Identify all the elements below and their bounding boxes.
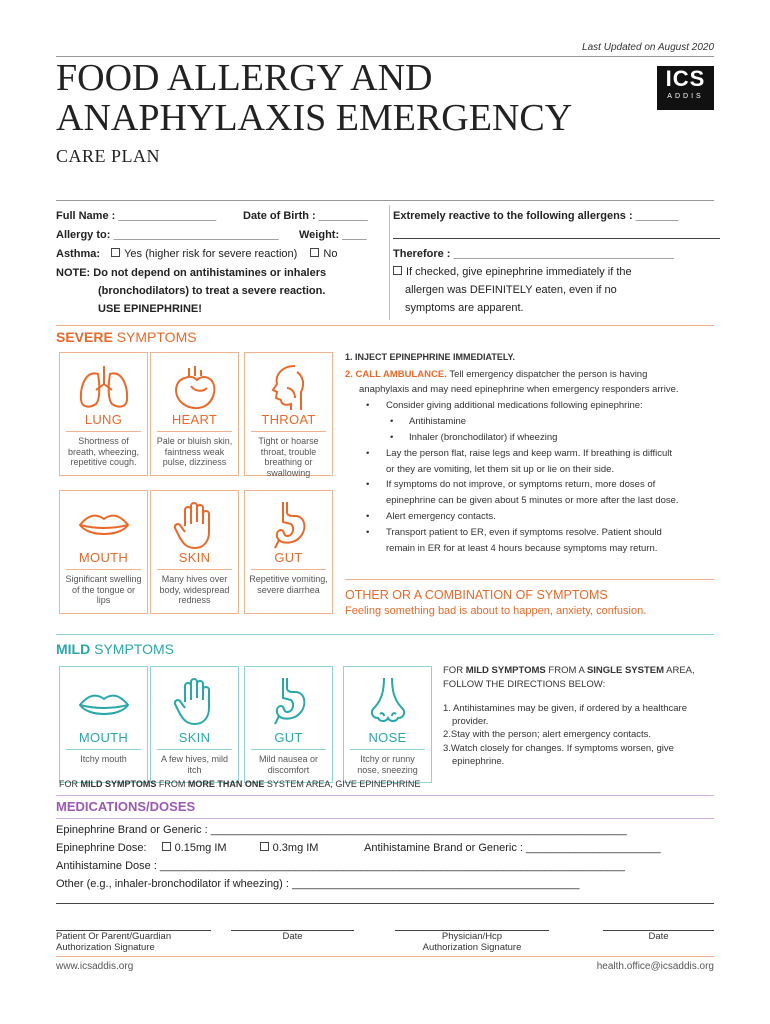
bullet-not-improve	[386, 479, 679, 507]
bullet-dot: •	[366, 527, 370, 538]
reactive-allergens-line	[393, 238, 720, 239]
bullet-dot: •	[366, 448, 370, 459]
dose-03-label: 0.3mg IM	[272, 842, 319, 854]
date-label-1: Date	[282, 931, 303, 942]
stomach-icon	[245, 497, 332, 553]
heart-icon	[151, 359, 238, 415]
mild-card-gut	[244, 666, 333, 783]
bullet-transport-1: Transport patient to ER, even if symptoms resolve. Patient should	[386, 527, 662, 538]
mild-intro-c: FROM A	[545, 665, 587, 676]
bullet-antihistamine: Antihistamine	[409, 416, 467, 427]
card-separator	[66, 569, 141, 570]
parent-sig-1: Patient Or Parent/Guardian	[56, 931, 172, 942]
note-line-1: NOTE: Do not depend on antihistamines or inhalers	[56, 267, 327, 279]
severe-heading-bold: SEVERE	[56, 329, 113, 345]
bullet-lay-flat-1: Lay the person flat, raise legs and keep warm. If breathing is difficult	[386, 448, 673, 459]
asthma-yes-checkbox[interactable]	[111, 248, 120, 257]
epinephrine-dose-row	[56, 842, 318, 854]
ics-logo	[657, 66, 714, 110]
nose-icon	[344, 673, 431, 729]
card-description: Shortness of breath, wheezing, repetitive cough.	[67, 436, 140, 467]
website-link[interactable]: www.icsaddis.org	[56, 961, 134, 972]
step-call-rest: Tell emergency dispatcher the person is having	[446, 369, 648, 380]
meds-heading: MEDICATIONS/DOSES	[56, 799, 196, 814]
mild-direction-1b: provider.	[452, 716, 489, 727]
meds-heading-underline	[56, 818, 714, 819]
allergy-to-field[interactable]: Allergy to: ___________________________	[56, 229, 279, 241]
mild-direction-3: 3.Watch closely for changes. If symptoms worsen, give	[443, 743, 674, 754]
mild-intro-b: MILD SYMPTOMS	[465, 665, 546, 676]
severe-card-skin	[150, 490, 239, 614]
bullet-consider: Consider giving additional medications following epinephrine:	[386, 400, 643, 411]
card-separator	[157, 569, 232, 570]
step-call-bold: 2. CALL AMBULANCE.	[345, 369, 447, 380]
checked-line-1	[393, 266, 632, 278]
card-name: LUNG	[84, 412, 123, 427]
logo-text: ICS	[665, 66, 706, 91]
card-separator	[66, 749, 141, 750]
card-description: Tight or hoarse throat, trouble breathing or swallowing	[258, 436, 319, 478]
severe-heading-rest: SYMPTOMS	[112, 329, 197, 345]
mild-heading-bold: MILD	[56, 641, 91, 657]
weight-field[interactable]: Weight: ____	[299, 229, 367, 241]
dose-015-label: 0.15mg IM	[174, 842, 227, 854]
bullet-lay-flat-2: or they are vomiting, let them sit up or lie on their side.	[386, 464, 615, 475]
card-name: SKIN	[178, 730, 211, 745]
card-name: THROAT	[261, 412, 316, 427]
dose-label: Epinephrine Dose:	[56, 842, 147, 854]
email-link[interactable]: health.office@icsaddis.org	[596, 961, 714, 972]
info-divider	[56, 200, 714, 201]
card-name: MOUTH	[78, 550, 129, 565]
info-column-divider	[389, 205, 390, 320]
mild-card-nose	[343, 666, 432, 783]
step-inject: 1. INJECT EPINEPHRINE IMMEDIATELY.	[345, 352, 516, 362]
severe-divider	[56, 325, 714, 326]
card-description: Mild nausea or discomfort	[258, 754, 319, 775]
title-line-2: ANAPHYLAXIS EMERGENCY	[56, 97, 573, 139]
mild-intro-d: SINGLE SYSTEM	[586, 665, 665, 676]
card-separator	[251, 431, 326, 432]
note-line-2: (bronchodilators) to treat a severe reaction.	[98, 285, 326, 297]
severe-card-lung	[59, 352, 148, 476]
bullet-inhaler: Inhaler (bronchodilator) if wheezing	[409, 432, 558, 443]
bullet-alert-contacts: Alert emergency contacts.	[386, 511, 496, 522]
card-name: MOUTH	[78, 730, 129, 745]
phys-sig-1: Physician/Hcp	[441, 931, 503, 942]
bullet-dot: •	[366, 511, 370, 522]
mild-intro-e: AREA,	[664, 665, 695, 676]
severe-card-throat	[244, 352, 333, 476]
parent-signature-label	[56, 931, 171, 953]
mild-footer-note	[59, 779, 420, 789]
phys-sig-2: Authorization Signature	[422, 942, 522, 953]
checked-line-2: allergen was DEFINITELY eaten, even if no	[405, 284, 617, 296]
epinephrine-checkbox[interactable]	[393, 266, 402, 275]
card-separator	[66, 431, 141, 432]
mild-intro-line1	[443, 665, 695, 677]
checked-text-1: If checked, give epinephrine immediately if the	[406, 266, 632, 278]
meds-divider	[56, 795, 714, 796]
logo-subtext: ADDIS	[667, 93, 704, 100]
severe-card-gut	[244, 490, 333, 614]
last-updated: Last Updated on August 2020	[582, 42, 714, 53]
card-name: GUT	[274, 550, 303, 565]
footer-divider	[56, 956, 714, 957]
mild-footer-c: FROM	[156, 779, 188, 789]
dose-03-checkbox[interactable]	[260, 842, 269, 851]
dob-field[interactable]: Date of Birth : ________	[243, 210, 368, 222]
asthma-label: Asthma:	[56, 248, 101, 260]
therefore-field[interactable]: Therefore : ____________________________________	[393, 248, 674, 260]
mild-footer-b: MILD SYMPTOMS	[80, 779, 157, 789]
mild-card-mouth	[59, 666, 148, 783]
mild-footer-a: FOR	[59, 779, 81, 789]
card-name: HEART	[171, 412, 218, 427]
other-text: Feeling something bad is about to happen, anxiety, confusion.	[345, 605, 647, 617]
dose-015-checkbox[interactable]	[162, 842, 171, 851]
checked-line-3: symptoms are apparent.	[405, 302, 524, 314]
bullet-transport-2: remain in ER for at least 4 hours because symptoms may return.	[386, 543, 658, 554]
title-line-1: FOOD ALLERGY AND	[56, 57, 433, 99]
card-separator	[157, 431, 232, 432]
full-name-field[interactable]: Full Name : ________________	[56, 210, 217, 222]
card-description: Many hives over body, widespread redness	[159, 574, 230, 605]
mild-divider	[56, 634, 714, 635]
card-name: GUT	[274, 730, 303, 745]
date-label-2: Date	[648, 931, 669, 942]
epinephrine-brand-field[interactable]: Epinephrine Brand or Generic : ____________________________________________________________________	[56, 824, 627, 836]
card-name: SKIN	[178, 550, 211, 565]
card-separator	[157, 749, 232, 750]
lips-icon	[60, 677, 147, 733]
card-separator	[251, 749, 326, 750]
lips-icon	[60, 497, 147, 553]
stomach-icon	[245, 673, 332, 729]
mild-footer-e: SYSTEM AREA, GIVE EPINEPHRINE	[264, 779, 421, 789]
asthma-no-checkbox[interactable]	[310, 248, 319, 257]
card-description: Itchy mouth	[80, 754, 127, 764]
asthma-yes-label: Yes (higher risk for severe reaction)	[124, 248, 298, 260]
other-heading: OTHER OR A COMBINATION OF SYMPTOMS	[345, 588, 608, 602]
mild-heading	[56, 641, 174, 657]
mild-direction-3b: epinephrine.	[452, 756, 505, 767]
mild-intro-line2: FOLLOW THE DIRECTIONS BELOW:	[443, 679, 606, 690]
asthma-no-label: No	[323, 248, 338, 260]
card-separator	[251, 569, 326, 570]
throat-icon	[245, 359, 332, 415]
severe-card-heart	[150, 352, 239, 476]
card-separator	[350, 749, 425, 750]
antihistamine-dose-field[interactable]: Antihistamine Dose : ____________________________________________________________________________	[56, 860, 625, 872]
parent-sig-2: Authorization Signature	[56, 942, 155, 953]
bullet-lay-flat	[386, 448, 672, 476]
mild-heading-rest: SYMPTOMS	[90, 641, 174, 657]
severe-card-mouth	[59, 490, 148, 614]
mild-footer-d: MORE THAN ONE	[187, 779, 265, 789]
other-medication-line	[56, 903, 714, 904]
page-subtitle: CARE PLAN	[56, 146, 161, 166]
mild-direction-2: 2.Stay with the person; alert emergency contacts.	[443, 729, 652, 740]
bullet-dot: •	[390, 416, 394, 427]
card-description: Itchy or runny nose, sneezing	[357, 754, 418, 775]
other-medication-field[interactable]: Other (e.g., inhaler-bronchodilator if wheezing) : _______________________________________________	[56, 878, 580, 890]
card-description: Pale or bluish skin, faintness weak pulse, dizziness	[156, 436, 233, 467]
bullet-transport	[386, 527, 662, 555]
note-line-3: USE EPINEPHRINE!	[98, 303, 202, 315]
bullet-not-improve-2: epinephrine can be given about 5 minutes or more after the last dose.	[386, 495, 679, 506]
step-call-ambulance	[345, 369, 647, 381]
mild-card-skin	[150, 666, 239, 783]
bullet-dot: •	[366, 400, 370, 411]
reactive-allergens-field[interactable]: Extremely reactive to the following allergens : _______	[393, 210, 679, 222]
page-title	[56, 58, 572, 138]
physician-signature-label	[395, 931, 549, 953]
bullet-dot: •	[366, 479, 370, 490]
antihistamine-brand-field[interactable]: Antihistamine Brand or Generic : ______________________	[364, 842, 661, 854]
step-call-line2: anaphylaxis and may need epinephrine when emergency responders arrive.	[359, 384, 679, 395]
severe-heading	[56, 329, 197, 345]
asthma-row	[56, 248, 337, 260]
bullet-dot: •	[390, 432, 394, 443]
card-description: Repetitive vomiting, severe diarrhea	[249, 574, 328, 595]
lungs-icon	[60, 359, 147, 415]
mild-direction-1: 1. Antihistamines may be given, if ordered by a healthcare	[443, 703, 687, 714]
hand-icon	[151, 673, 238, 729]
card-name: NOSE	[368, 730, 407, 745]
hand-icon	[151, 497, 238, 553]
card-description: A few hives, mild itch	[160, 754, 229, 775]
card-description: Significant swelling of the tongue or lips	[65, 574, 142, 605]
other-divider	[345, 579, 714, 580]
mild-intro-a: FOR	[443, 665, 466, 676]
bullet-not-improve-1: If symptoms do not improve, or symptoms return, more doses of	[386, 479, 656, 490]
